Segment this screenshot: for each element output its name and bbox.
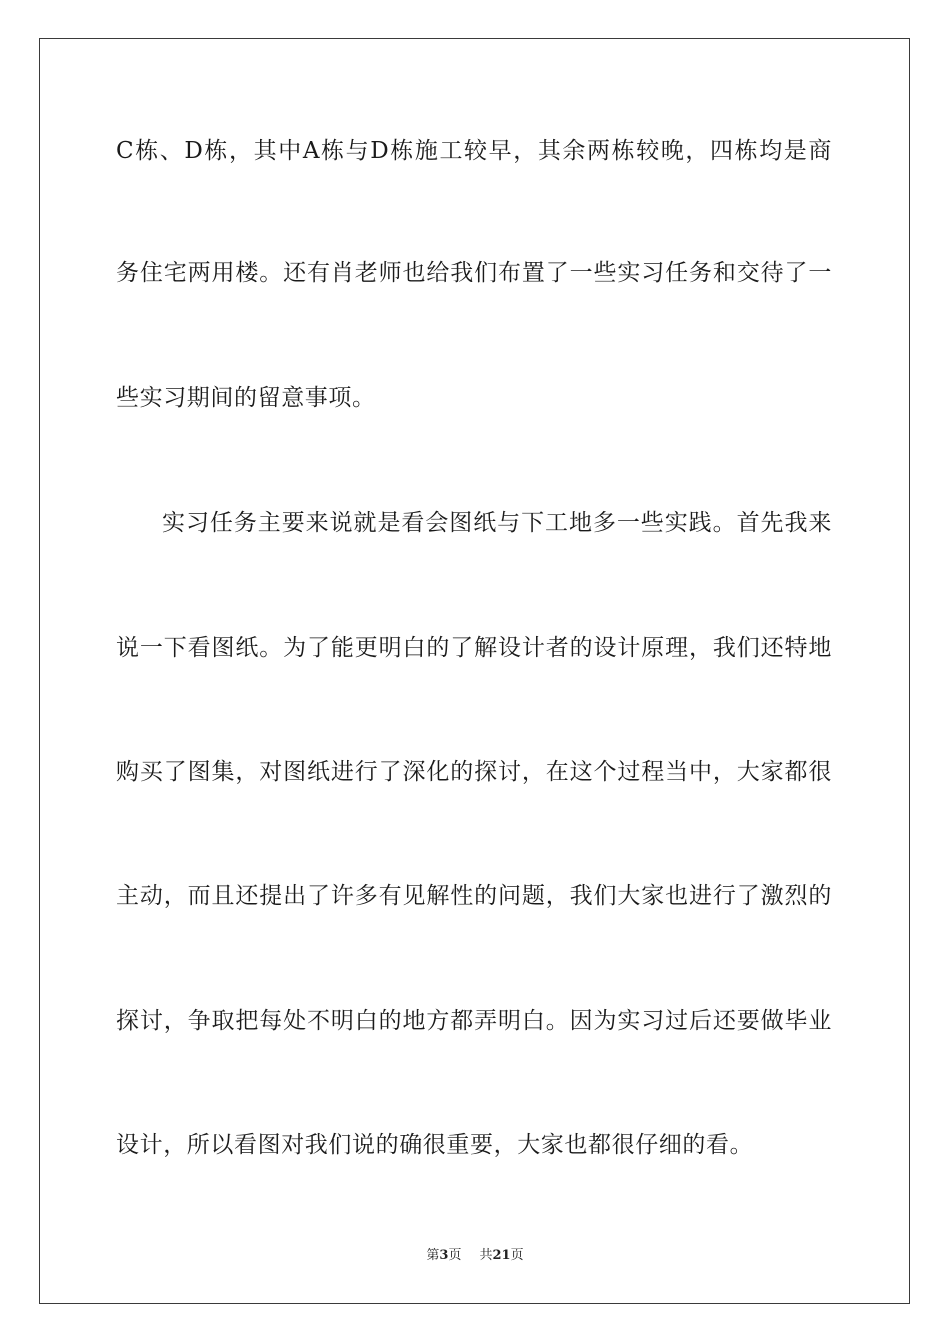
text-line: 说一下看图纸。为了能更明白的了解设计者的设计原理，我们还特地 bbox=[116, 635, 832, 661]
text-line: 实习任务主要来说就是看会图纸与下工地多一些实践。首先我来 bbox=[162, 510, 832, 536]
text-line: 购买了图集，对图纸进行了深化的探讨，在这个过程当中，大家都很 bbox=[116, 759, 832, 785]
text-line: 主动，而且还提出了许多有见解性的问题，我们大家也进行了激烈的 bbox=[116, 883, 832, 909]
text-line: 些实习期间的留意事项。 bbox=[116, 385, 376, 411]
text-line: 探讨，争取把每处不明白的地方都弄明白。因为实习过后还要做毕业 bbox=[116, 1008, 832, 1034]
total-pages: 21 bbox=[492, 1248, 511, 1263]
total-suffix: 页 bbox=[510, 1248, 524, 1263]
total-prefix: 共 bbox=[479, 1248, 493, 1263]
page-number: 3 bbox=[439, 1248, 449, 1263]
page-footer bbox=[0, 1248, 950, 1264]
text-line: 设计，所以看图对我们说的确很重要，大家也都很仔细的看。 bbox=[116, 1132, 754, 1158]
text-line: 务住宅两用楼。还有肖老师也给我们布置了一些实习任务和交待了一 bbox=[116, 260, 832, 286]
page-prefix: 第 bbox=[426, 1248, 440, 1263]
page-border bbox=[39, 38, 910, 1304]
text-line: C栋、D栋，其中A栋与D栋施工较早，其余两栋较晚，四栋均是商 bbox=[116, 138, 832, 164]
page-suffix: 页 bbox=[448, 1248, 462, 1263]
